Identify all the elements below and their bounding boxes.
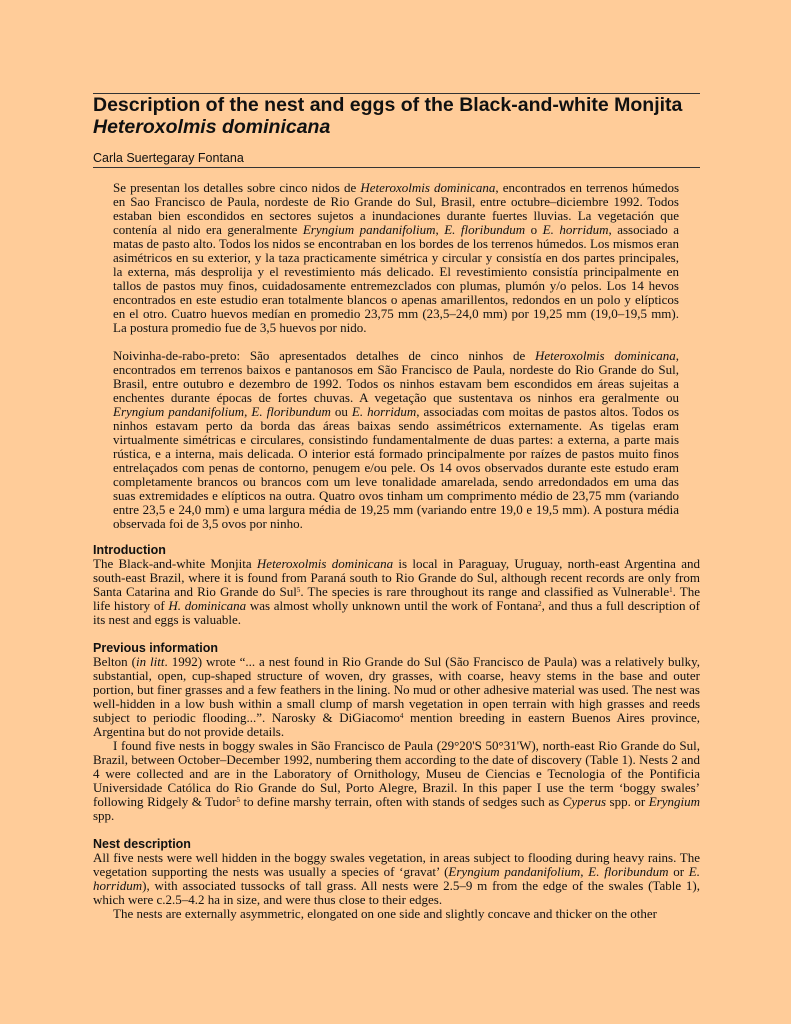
section-heading: Introduction xyxy=(93,543,166,557)
text-run: , and thus a full description of its nest and eggs is valuable. xyxy=(93,598,700,627)
text-run: o xyxy=(525,222,543,237)
text-run: ou xyxy=(330,404,352,419)
text-run: spp. xyxy=(93,808,115,823)
text-run: . The species is rare throughout its range and classified as Vulnerable xyxy=(300,584,670,599)
text-run: mention breeding in eastern Buenos Aires province, Argentina but do not provide details. xyxy=(93,710,700,739)
paragraph xyxy=(93,739,700,823)
italic-text: Cyperus xyxy=(562,794,607,809)
text-run: , encontrados em terrenos baixos e pantanosos em São Francisco de Paula, nordeste do Rio Grande do Sul, Brasil, entre outubro e dezembro de 1992. Todos os ninhos estavam bem escondidos em áreas sujeitas a enchentes durante épocas de fortes chuvas. A vegetação que sustentava os ninhos era geralmente ou xyxy=(113,348,679,405)
text-run: Se presentan los detalles sobre cinco nidos de xyxy=(113,180,361,195)
italic-text: Heteroxolmis dominicana xyxy=(360,180,496,195)
text-run: was almost wholly unknown until the work of Fontana xyxy=(246,598,539,613)
italic-text: H. dominicana xyxy=(168,598,247,613)
text-run: , xyxy=(435,222,445,237)
text-run: to define marshy terrain, often with stands of sedges such as xyxy=(239,794,563,809)
italic-text: E. floribundum xyxy=(588,864,669,879)
paragraph xyxy=(93,907,700,921)
text-run: The nests are externally asymmetric, elongated on one side and slightly concave and thicker on the other xyxy=(113,906,658,921)
text-run: . The life history of xyxy=(93,584,700,613)
abstract-spanish xyxy=(113,181,679,335)
section-heading: Previous information xyxy=(93,641,219,655)
section-heading: Nest description xyxy=(93,837,191,851)
title-line-1: Description of the nest and eggs of the Black-and-white Monjita xyxy=(93,94,683,116)
text-run: I found five nests in boggy swales in São Francisco de Paula (29°20'S 50°31'W), north-east Rio Grande do Sul, Brazil, between October–December 1992, numbering them according to the date of discovery (Table 1). Nests 2 and 4 were collected and are in the Laboratory of Ornithology, Museu de Ciencias e Tecnologia of the Pontificia Universidade Católica do Rio Grande do Sul, Porto Alegre, Brazil. In this paper I use the term ‘boggy swales’ following Ridgely & Tudor xyxy=(93,738,700,809)
text-run: is local in Paraguay, Uruguay, north-east Argentina and south-east Brazil, where it is found from Paraná south to Rio Grande do Sul, although recent records are only from Santa Catarina and Rio Grande do Sul xyxy=(93,556,700,599)
reference-superscript: 1 xyxy=(669,586,673,594)
italic-text: Heteroxolmis dominicana xyxy=(256,556,394,571)
author-rule xyxy=(93,167,700,168)
text-run: , associadas com moitas de pastos altos. Todos os ninhos estavam perto da borda das áreas baixas sendo assimétricos externamente. As tigelas eram virtualmente simétricas e circulares, consistindo fundamentalmente de duas partes: a externa, a parte mais rústica, e a interna, mais delicada. O interior está formado principalmente por raízes de pastos muito finos entrelaçados com penas de contorno, penugem e/ou pele. Os 14 ovos observados durante este estudo eram completamente brancos ou brancos com um leve tonalidade amarelada, sendo arredondados em uma das suas extremidades e elípticos na outra. Quatro ovos tinham um comprimento médio de 23,75 mm (variando entre 23,5 e 24,0 mm) e uma largura média de 19,25 mm (variando entre 19,0 e 19,5 mm). A postura média observada foi de 3,5 ovos por ninho. xyxy=(113,404,680,531)
italic-text: Heteroxolmis dominicana xyxy=(535,348,676,363)
italic-text: in litt xyxy=(135,654,165,669)
reference-superscript: 5 xyxy=(236,796,240,804)
paragraph xyxy=(93,655,700,739)
section-introduction xyxy=(93,543,700,627)
reference-superscript: 2 xyxy=(538,600,542,608)
italic-text: E. horridum xyxy=(93,864,700,893)
italic-text: E. floribundum xyxy=(251,404,331,419)
text-run: Belton ( xyxy=(93,654,136,669)
paragraph xyxy=(93,851,700,907)
text-run: , encontrados en terrenos húmedos en Sao Francisco de Paula, nordeste de Rio Grande do Sul, Brasil, entre octubre–diciembre 1992. Todos estaban bien escondidos en sectores sujetos a inundaciones durante fuertes lluvias. La vegetación que contenía al nido era generalmente xyxy=(113,180,679,237)
italic-text: E. horridum xyxy=(351,404,417,419)
italic-text: Eryngium pandanifolium xyxy=(113,404,245,419)
text-run: , xyxy=(580,864,589,879)
abstract-portuguese xyxy=(113,349,679,531)
italic-text: Eryngium xyxy=(648,794,700,809)
text-run: spp. or xyxy=(606,794,649,809)
italic-text: E. horridum xyxy=(542,222,609,237)
text-run: ), with associated tussocks of tall grass. All nests were 2.5–9 m from the edge of the swales (Table 1), which were c.2.5–4.2 ha in size, and were thus close to their edges. xyxy=(93,878,700,907)
title-line-2: Heteroxolmis dominicana xyxy=(93,116,331,138)
author: Carla Suertegaray Fontana xyxy=(93,151,244,165)
section-nest-description xyxy=(93,837,700,921)
text-run: All five nests were well hidden in the boggy swales vegetation, in areas subject to flooding during heavy rains. The vegetation supporting the nests was usually a species of ‘gravat’ ( xyxy=(93,850,700,879)
italic-text: Eryngium pandanifolium xyxy=(448,864,581,879)
section-previous-information xyxy=(93,641,700,823)
text-run: , xyxy=(244,404,252,419)
text-run: The Black-and-white Monjita xyxy=(93,556,257,571)
text-run: , associado a matas de pasto alto. Todos los nidos se encontraban en los bordes de los terrenos húmedos. Los mismos eran asimétricos en su exterior, y la taza practicamente simétrica y circular y consistía en dos partes principales, la externa, más desprolija y el revestimiento más delicado. El revestimiento consistía principalmente en tallos de pastos muy finos, cuidadosamente entremezclados con plumas, plumón y/o pelos. Los 14 hevos encontrados en este estudio eran totalmente blancos o apenas amarillentos, redondos en un polo y elípticos en el otro. Cuatro huevos medían en promedio 23,75 mm (23,5–24,0 mm) por 19,25 mm (19,0–19,5 mm). La postura promedio fue de 3,5 huevos por nido. xyxy=(113,222,680,335)
reference-superscript: 5 xyxy=(296,586,301,594)
italic-text: E. floribundum xyxy=(444,222,526,237)
reference-superscript: 4 xyxy=(399,712,404,720)
article-title xyxy=(93,94,703,138)
article-body xyxy=(93,543,700,935)
text-run: Noivinha-de-rabo-preto: São apresentados detalhes de cinco ninhos de xyxy=(113,348,536,363)
paragraph xyxy=(93,557,700,627)
text-run: or xyxy=(668,864,689,879)
text-run: . 1992) wrote “... a nest found in Rio Grande do Sul (São Francisco de Paula) was a relatively bulky, substantial, open, cup-shaped structure of woven, dry grasses, with coarse, heavy stems in the base and outer portion, but finer grasses and a few feathers in the lining. No mud or other adhesive material was used. The nest was well-hidden in a low bush within a small clump of marsh vegetation in open terrain with high grasses and reeds subject to periodic flooding...”. Narosky & DiGiacomo xyxy=(93,654,700,725)
italic-text: Eryngium pandanifolium xyxy=(302,222,436,237)
